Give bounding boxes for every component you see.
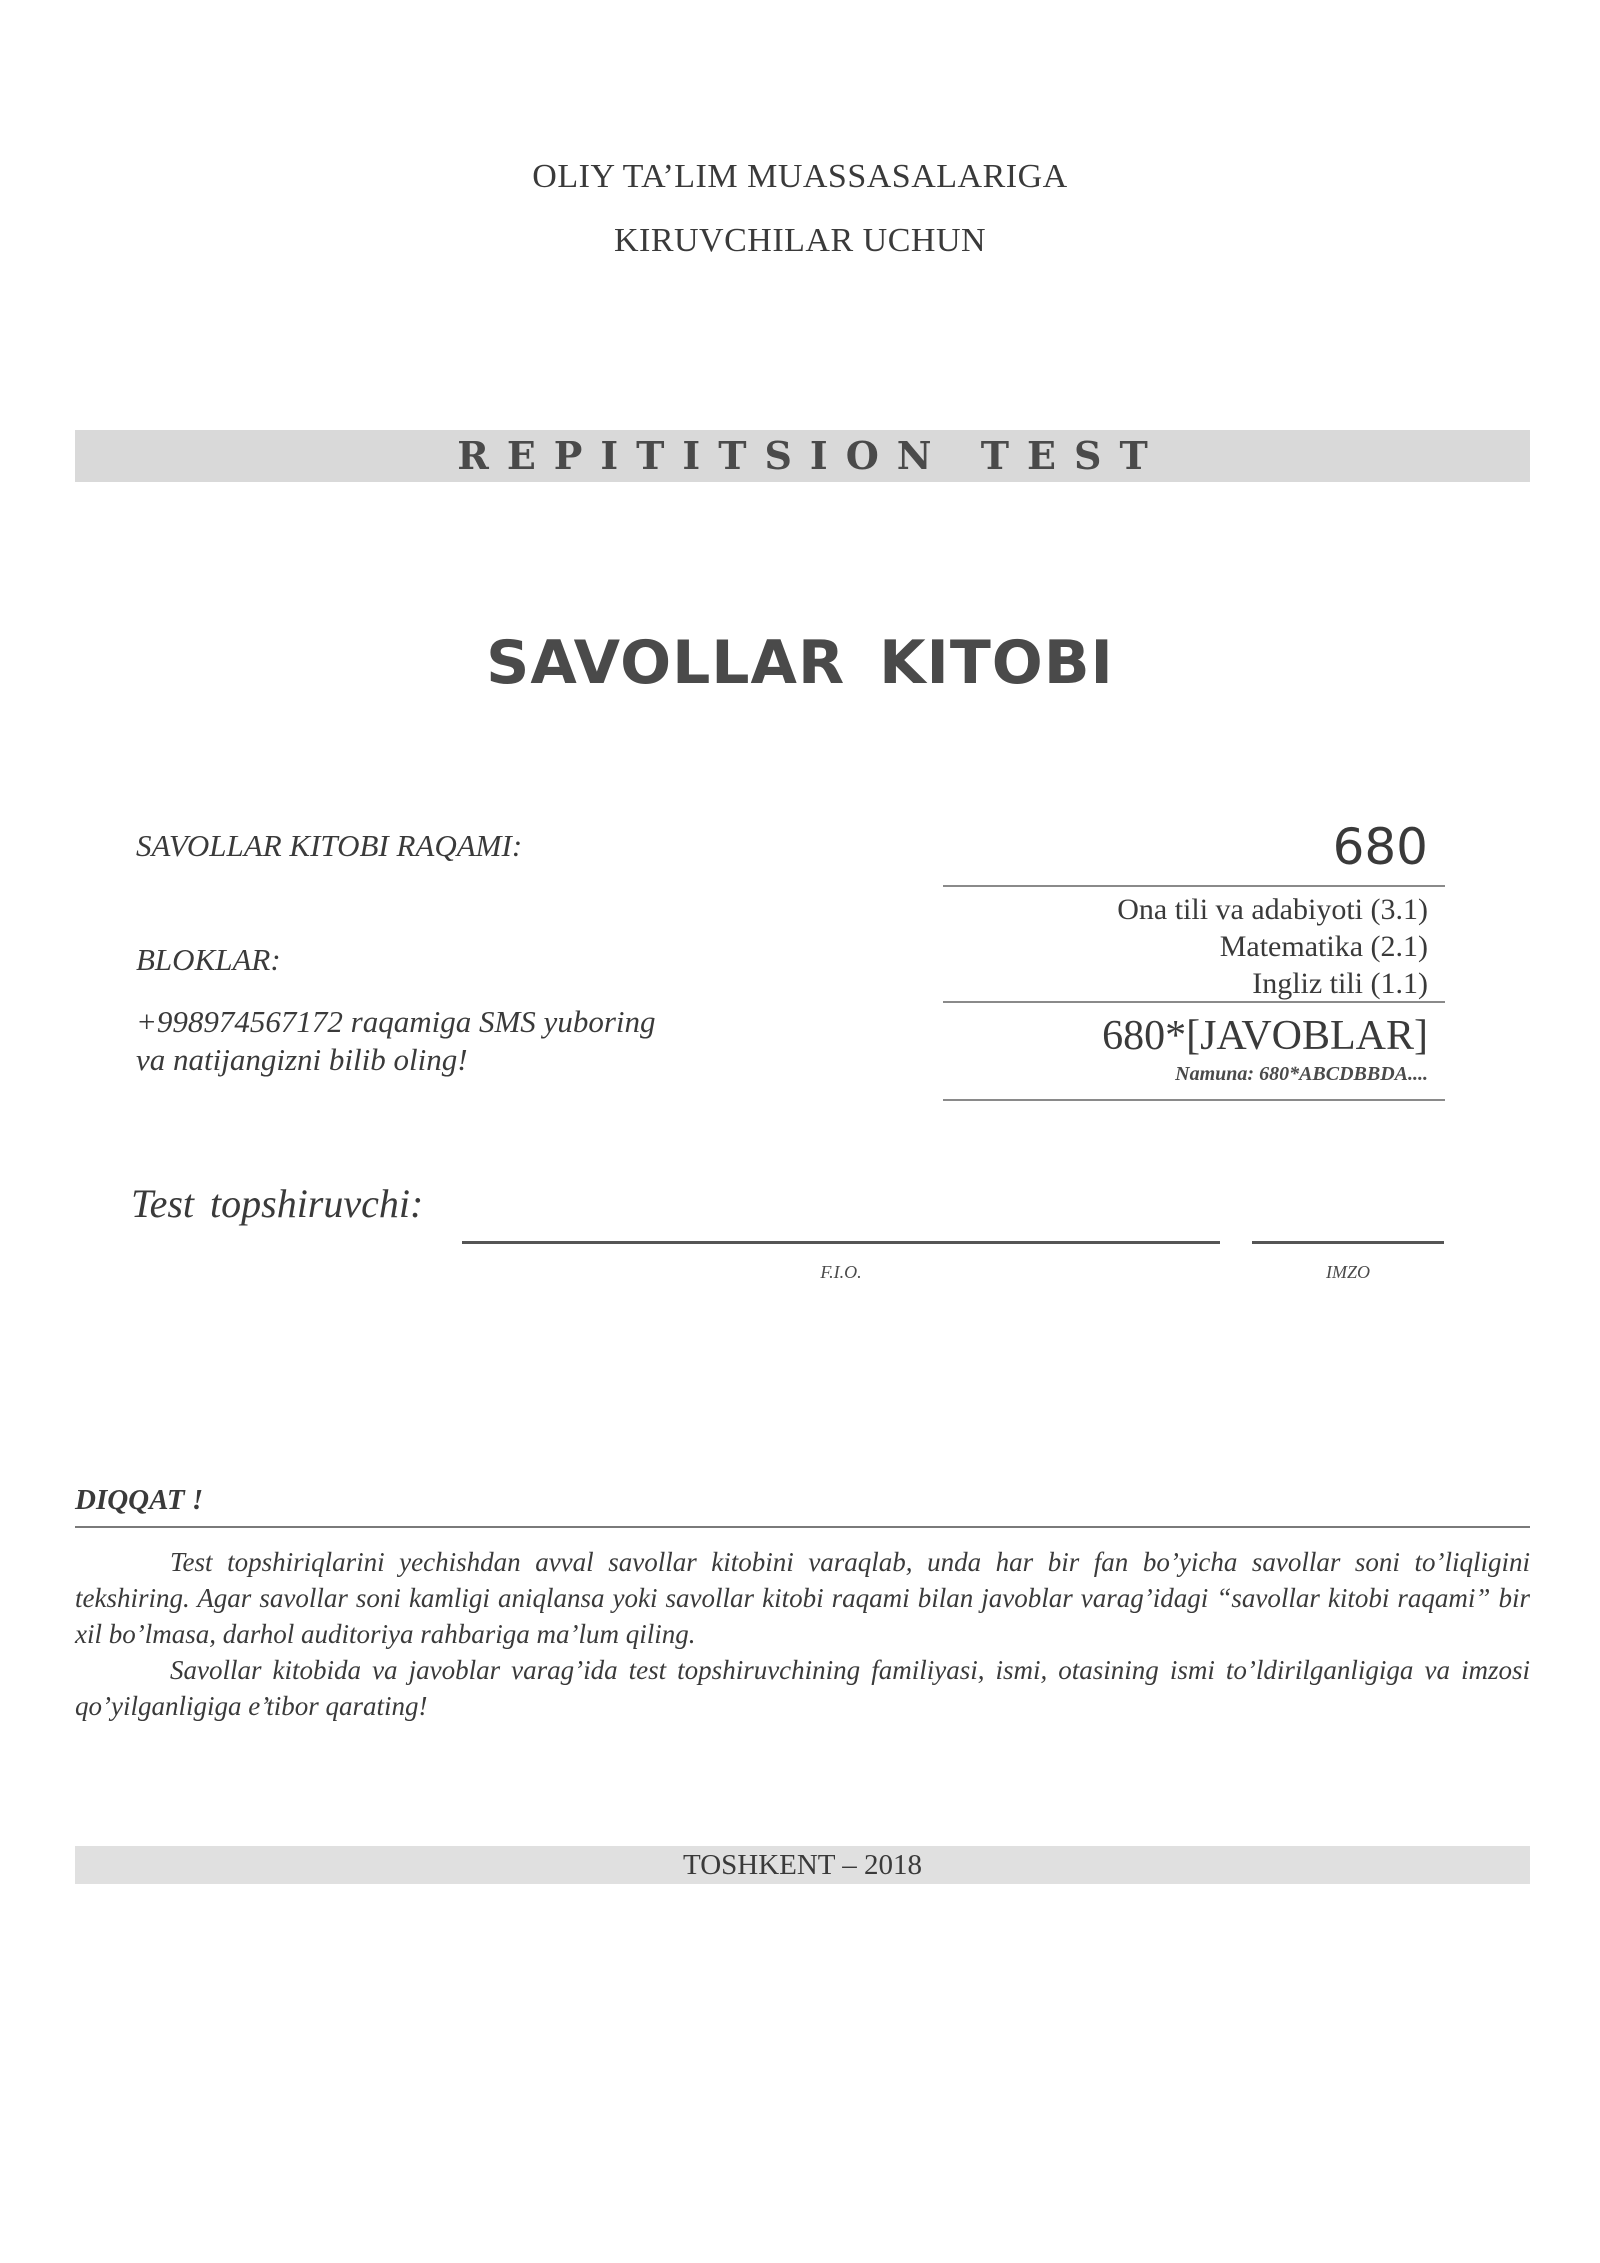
divider (75, 1526, 1530, 1528)
header-line-1: OLIY TA’LIM MUASSASALARIGA (532, 158, 1068, 195)
sms-instruction-line-2: va natijangizni bilib oling! (136, 1042, 468, 1077)
test-type-band (75, 430, 1530, 482)
sms-example: Namuna: 680*ABCDBBDA.... (1175, 1063, 1428, 1085)
footer-text: TOSHKENT – 2018 (683, 1849, 922, 1881)
header-line-2: KIRUVCHILAR UCHUN (613, 222, 987, 259)
book-number-label: SAVOLLAR KITOBI RAQAMI: (136, 828, 523, 863)
notice-paragraph: Savollar kitobida va javoblar varag’ida test topshiruvchining familiyasi, ismi, otasining ismi to’ldirilganligiga va imzosi qo’yilganligiga e’tibor qarating! (75, 1655, 1530, 1721)
block-item: Ingliz tili (1.1) (1252, 967, 1428, 1000)
sms-instruction-line-1: +998974567172 raqamiga SMS yuboring (136, 1004, 656, 1039)
divider (943, 1099, 1445, 1101)
attention-notice (75, 1544, 1530, 1724)
sms-code: 680*[JAVOBLAR] (1102, 1013, 1428, 1059)
page-title: SAVOLLAR KITOBI (486, 628, 1114, 698)
test-taker-label: Test topshiruvchi: (131, 1181, 424, 1226)
fio-signature-line (462, 1241, 1220, 1244)
test-type-label: REPITITSION TEST (457, 433, 1166, 478)
divider (943, 885, 1445, 887)
footer-band (75, 1846, 1530, 1884)
fio-caption: F.I.O. (820, 1262, 862, 1282)
attention-heading: DIQQAT ! (75, 1484, 204, 1516)
block-item: Ona tili va adabiyoti (3.1) (1117, 893, 1428, 926)
divider (943, 1001, 1445, 1003)
book-number-value: 680 (1332, 818, 1428, 876)
notice-paragraph: Test topshiriqlarini yechishdan avval savollar kitobini varaqlab, unda har bir fan bo’yicha savollar soni to’liqligini tekshiring. Agar savollar soni kamligi aniqlansa yoki savollar kitobi raqami bilan javoblar varag’idagi “savollar kitobi raqami” bir xil bo’lmasa, darhol auditoriya rahbariga ma’lum qiling. (75, 1547, 1530, 1649)
signature-caption: IMZO (1326, 1262, 1370, 1282)
block-item: Matematika (2.1) (1219, 930, 1428, 963)
signature-line (1252, 1241, 1444, 1244)
blocks-label: BLOKLAR: (136, 942, 281, 977)
